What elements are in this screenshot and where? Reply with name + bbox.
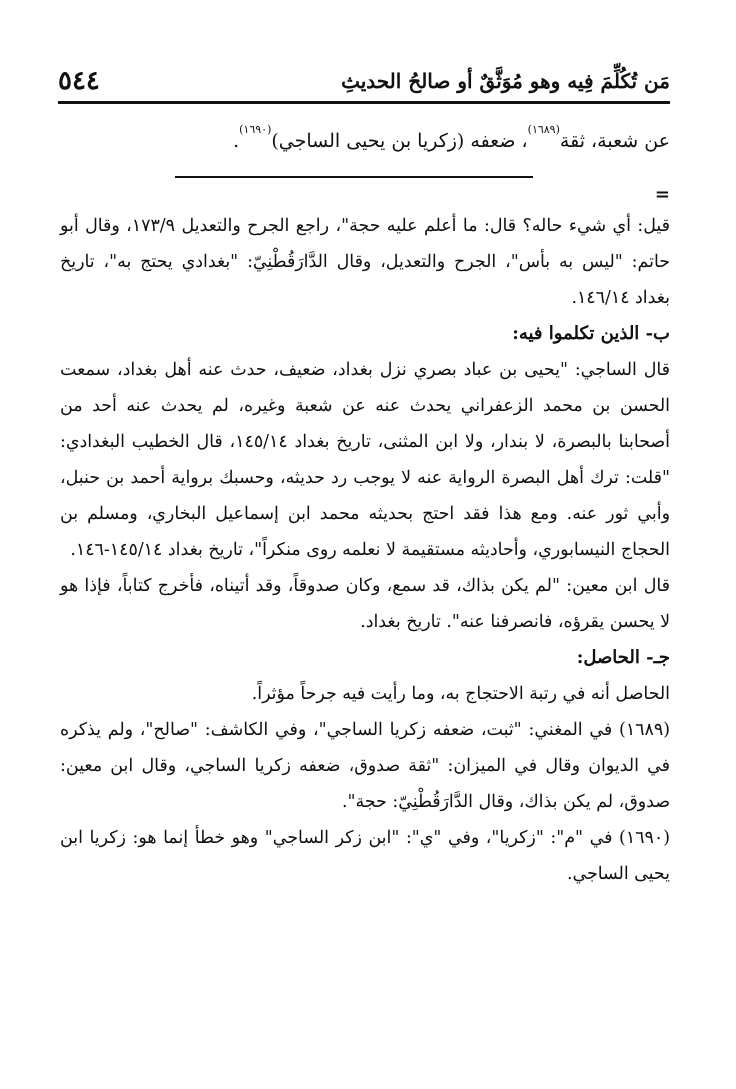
footnote-1690: (١٦٩٠) في "م": "زكريا"، وفي "ي": "ابن زكر الساجي" وهو خطأ إنما هو: زكريا ابن يحيى الساجي.	[60, 828, 670, 884]
note-paragraph: قال ابن معين: "لم يكن بذاك، قد سمع، وكان صدوقاً، وقد أتيناه، فأخرج كتاباً، فإذا هو لا يحسن يقرؤه، فانصرفنا عنه". تاريخ بغداد.	[60, 576, 670, 632]
footnote-ref-1690: (١٦٩٠)	[239, 123, 272, 136]
note-paragraph: قيل: أي شيء حاله؟ قال: ما أعلم عليه حجة"، راجع الجرح والتعديل ١٧٣/٩، وقال أبو حاتم: "ليس به بأس"، الجرح والتعديل، وقال الدَّارَقُطْنِيّ: "بغدادي يحتج به"، تاريخ بغداد ١٤٦/١٤.	[60, 216, 670, 308]
note-paragraph: قال الساجي: "يحيى بن عباد بصري نزل بغداد، ضعيف، حدث عنه أهل بغداد، سمعت الحسن بن محمد الزعفراني يحدث عنه عن شعبة وغيره، لم يحدث عنه أحد من أصحابنا بالبصرة، لا بندار، ولا ابن المثنى، تاريخ بغداد ١٤٥/١٤، قال الخطيب البغدادي: "قلت: ترك أهل البصرة الرواية عنه لا يوجب رد حديثه، وحسبك برواية أحمد بن حنبل، وأبي ثور عنه. ومع هذا فقد احتج بحديثه محمد ابن إسماعيل البخاري، ومسلم بن الحجاج النيسابوري، وأحاديثه مستقيمة لا نعلمه روى منكراً"، تاريخ بغداد ١٤٥/١٤-١٤٦.	[60, 360, 670, 560]
continuation-mark: =	[654, 184, 670, 205]
footnotes	[60, 208, 670, 892]
section-heading: ب- الذين تكلموا فيه:	[512, 323, 670, 344]
footnote-ref-1689: (١٦٨٩)	[527, 123, 560, 136]
running-title: مَن تُكُلِّمَ فِيه وهو مُوَثَّقٌ أو صالحُ الحديثِ	[341, 69, 670, 93]
page-number: ٥٤٤	[58, 66, 100, 96]
section-heading: جـ- الحاصل:	[576, 647, 670, 668]
main-text-end: .	[233, 130, 240, 152]
footnote-separator	[175, 176, 533, 178]
footnote-1689: (١٦٨٩) في المغني: "ثبت، ضعفه زكريا الساجي"، وفي الكاشف: "صالح"، ولم يذكره في الديوان وقال في الميزان: "ثقة صدوق، ضعفه زكريا الساجي، وقال ابن معين: صدوق، لم يكن بذاك، وقال الدَّارَقُطْنِيّ: حجة".	[60, 720, 670, 812]
page-header	[58, 64, 670, 98]
header-rule	[58, 101, 670, 104]
main-text-start: عن شعبة، ثقة	[559, 130, 670, 152]
main-text	[60, 124, 670, 158]
note-paragraph: الحاصل أنه في رتبة الاحتجاج به، وما رأيت فيه جرحاً مؤثراً.	[251, 684, 670, 704]
main-text-middle: ، ضعفه (زكريا بن يحيى الساجي)	[271, 130, 528, 152]
